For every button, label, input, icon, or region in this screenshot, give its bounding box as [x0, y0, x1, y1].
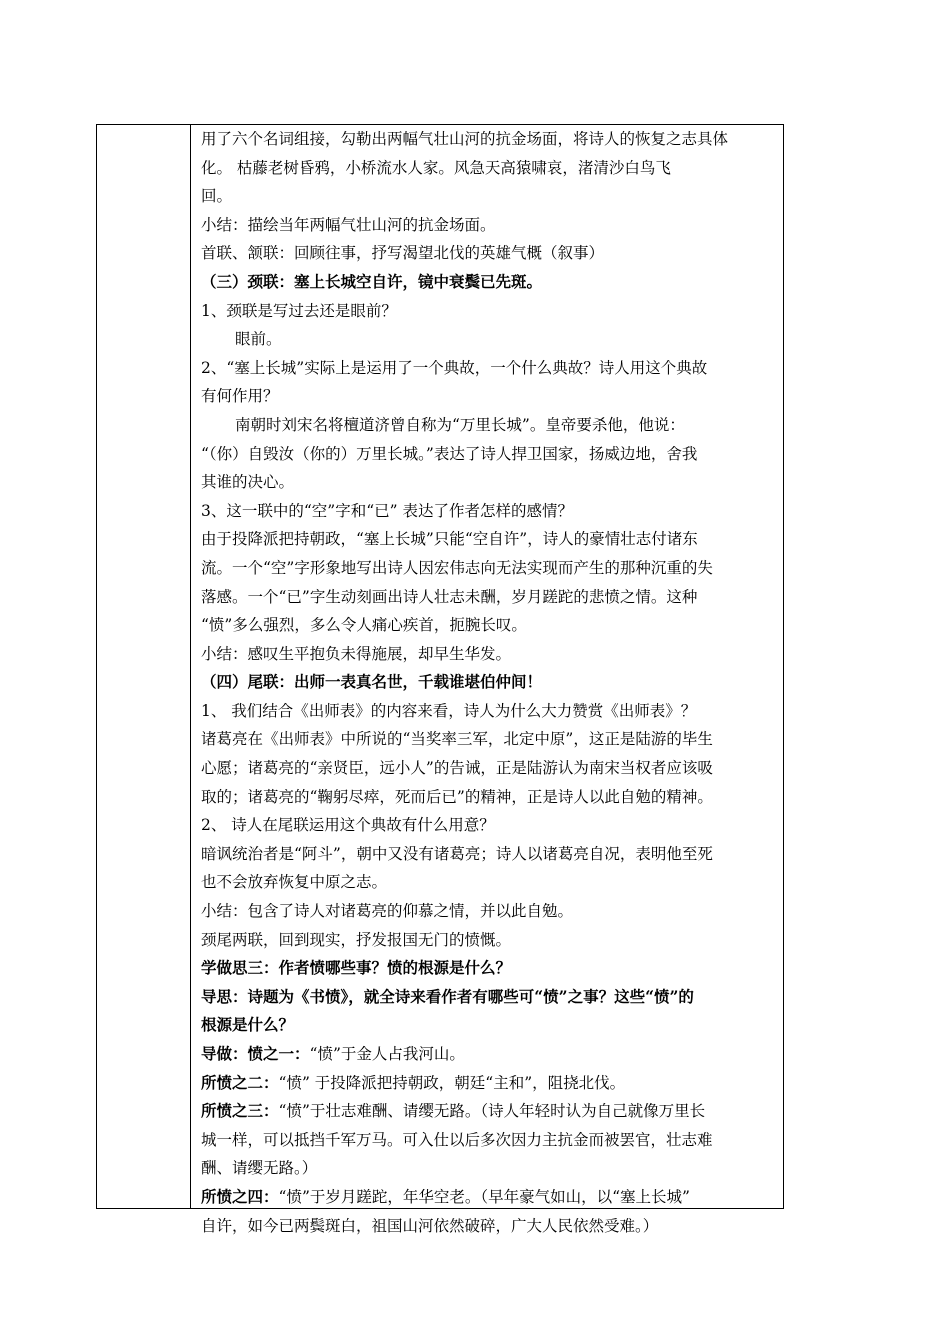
text-line	[201, 897, 776, 926]
text-line	[201, 1126, 776, 1155]
line-text: 根源是什么？	[201, 1015, 295, 1035]
line-text: 诸葛亮在《出师表》中所说的“当奖率三军，北定中原”，这正是陆游的毕生	[201, 730, 713, 749]
line-text: 颈尾两联，回到现实，抒发报国无门的愤慨。	[201, 930, 512, 949]
text-line	[201, 611, 776, 640]
line-lead-label: 导做：愤之一：	[201, 1044, 310, 1063]
text-line	[201, 211, 776, 240]
text-line	[201, 697, 776, 726]
line-lead-label: 所愤之二：	[201, 1072, 279, 1092]
text-line	[201, 525, 776, 554]
text-line	[201, 154, 776, 183]
text-line	[201, 182, 776, 211]
line-lead-label: 所愤之三：	[201, 1101, 279, 1121]
text-line	[201, 239, 776, 268]
line-text: 南朝时刘宋名将檀道济曾自称为“万里长城”。皇帝要杀他，他说：	[235, 415, 685, 434]
text-line	[201, 983, 776, 1012]
text-line	[201, 125, 776, 154]
line-text: 取的；诸葛亮的“鞠躬尽瘁，死而后已”的精神，正是诗人以此自勉的精神。	[201, 787, 713, 806]
line-text: 学做思三：作者愤哪些事？愤的根源是什么？	[201, 958, 512, 978]
line-text: 心愿；诸葛亮的“亲贤臣，远小人”的告诫，正是陆游认为南宋当权者应该吸	[201, 759, 713, 778]
text-line	[201, 926, 776, 955]
line-text: “愤”于金人占我河山。	[309, 1045, 465, 1063]
text-line	[201, 411, 776, 440]
text-line	[201, 811, 776, 840]
text-line	[201, 640, 776, 669]
line-text: 用了六个名词组接，勾勒出两幅气壮山河的抗金场面，将诗人的恢复之志具体	[201, 130, 729, 148]
text-line	[201, 1040, 776, 1069]
line-text: 1、颈联是写过去还是眼前？	[201, 301, 397, 320]
line-text: 小结：感叹生平抱负未得施展，却早生华发。	[201, 644, 512, 663]
text-line	[201, 668, 776, 697]
line-text: （三）颈联：塞上长城空自许，镜中衰鬓已先斑。	[201, 271, 543, 291]
text-line	[201, 325, 776, 354]
line-text: 暗讽统治者是“阿斗”，朝中又没有诸葛亮；诗人以诸葛亮自况，表明他至死	[201, 844, 713, 863]
line-text: 有何作用？	[201, 387, 279, 406]
line-text: 由于投降派把持朝政，“塞上长城”只能“空自许”，诗人的豪情壮志付诸东	[201, 530, 698, 549]
text-line	[201, 554, 776, 583]
line-text: 小结：包含了诗人对诸葛亮的仰慕之情，并以此自勉。	[201, 902, 574, 921]
content-cell	[201, 125, 776, 1240]
lesson-table	[96, 124, 784, 1235]
line-text: 1、 我们结合《出师表》的内容来看，诗人为什么大力赞赏《出师表》？	[201, 701, 697, 720]
line-text: 2、 诗人在尾联运用这个典故有什么用意？	[201, 816, 495, 835]
text-line	[201, 497, 776, 526]
text-line	[201, 1011, 776, 1040]
text-line	[201, 1212, 776, 1241]
line-text: 3、这一联中的“空”字和“已” 表达了作者怎样的感情？	[201, 501, 573, 520]
line-text: 导思：诗题为《书愤》，就全诗来看作者有哪些可“愤”之事？这些“愤”的	[201, 986, 694, 1006]
line-text: 酬、请缨无路。）	[201, 1159, 318, 1178]
line-lead-label: 所愤之四：	[201, 1186, 279, 1206]
line-text: 2、“塞上长城”实际上是运用了一个典故，一个什么典故？诗人用这个典故	[201, 358, 708, 377]
text-line	[201, 1154, 776, 1183]
text-line	[201, 583, 776, 612]
line-text: 小结：描绘当年两幅气壮山河的抗金场面。	[201, 215, 496, 234]
text-line	[201, 1069, 776, 1098]
line-text: “愤” 于投降派把持朝政，朝廷“主和”，阻挠北伐。	[278, 1073, 626, 1092]
line-text: “愤”于壮志难酬、请缨无路。（诗人年轻时认为自己就像万里长	[278, 1102, 706, 1121]
text-line	[201, 954, 776, 983]
text-line	[201, 268, 776, 297]
line-text: 流。一个“空”字形象地写出诗人因宏伟志向无法实现而产生的那种沉重的失	[201, 558, 713, 577]
line-text: 回。	[201, 187, 233, 206]
line-text: 化。 枯藤老树昏鸦，小桥流水人家。风急天高猿啸哀，渚清沙白鸟飞	[201, 158, 671, 177]
left-column-cell	[97, 125, 191, 1208]
text-line	[201, 1183, 776, 1212]
line-text: “愤”多么强烈，多么令人痛心疾首，扼腕长叹。	[201, 616, 527, 635]
text-line	[201, 297, 776, 326]
text-line	[201, 868, 776, 897]
line-text: 其谁的决心。	[201, 473, 295, 492]
text-line	[201, 440, 776, 469]
text-line	[201, 354, 776, 383]
text-line	[201, 1097, 776, 1126]
text-line	[201, 783, 776, 812]
text-line	[201, 468, 776, 497]
text-line	[201, 725, 776, 754]
line-text: 首联、颔联：回顾往事，抒写渴望北伐的英雄气概（叙事）	[201, 244, 605, 263]
text-line	[201, 840, 776, 869]
line-text: “愤”于岁月蹉跎，年华空老。（早年豪气如山，以“塞上长城”	[278, 1187, 690, 1206]
line-text: 城一样，可以抵挡千军万马。可入仕以后多次因力主抗金而被罢官，壮志难	[201, 1130, 713, 1149]
line-text: 自许，如今已两鬓斑白，祖国山河依然破碎，广大人民依然受难。）	[201, 1216, 659, 1235]
line-text: 眼前。	[235, 330, 282, 349]
line-text: 落感。一个“已”字生动刻画出诗人壮志未酬，岁月蹉跎的悲愤之情。这种	[201, 587, 698, 606]
line-text: “（你）自毁汝（你的）万里长城。”表达了诗人捍卫国家，扬威边地，舍我	[201, 444, 698, 463]
text-line	[201, 754, 776, 783]
line-text: （四）尾联：出师一表真名世，千载谁堪伯仲间！	[201, 672, 543, 692]
text-line	[201, 382, 776, 411]
line-text: 也不会放弃恢复中原之志。	[201, 873, 388, 892]
